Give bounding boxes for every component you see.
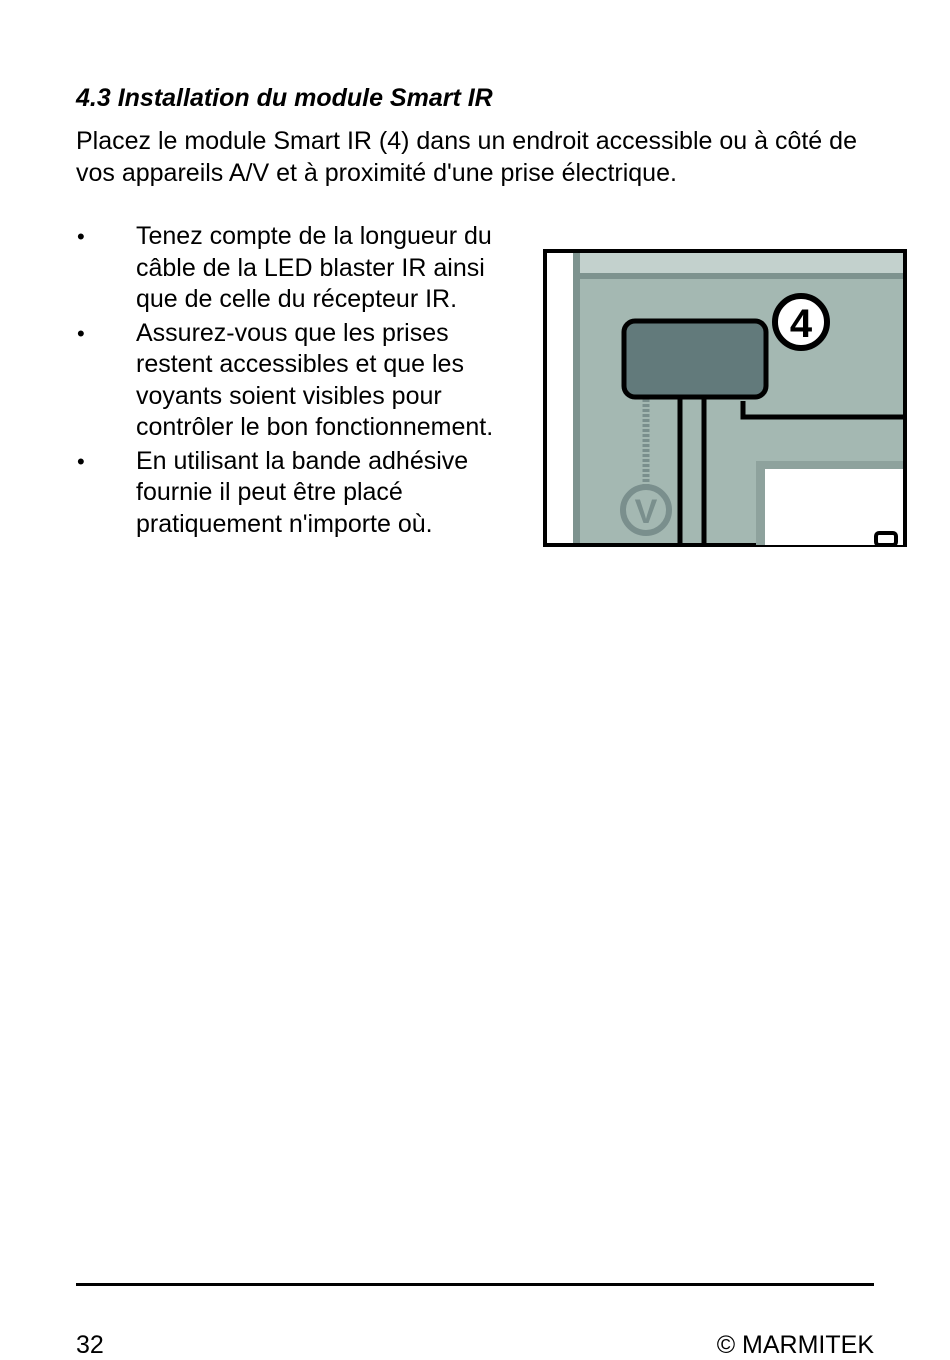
bullet-icon: • xyxy=(77,224,85,249)
bullet-list xyxy=(76,221,526,542)
intro-paragraph: Placez le module Smart IR (4) dans un endroit accessible ou à côté de vos appareils A/V et à proximité d'une prise électrique. xyxy=(76,127,857,187)
bullet-text: Assurez-vous que les prises restent accessibles et que les voyants soient visibles pour contrôler le bon fonctionnement. xyxy=(136,318,494,441)
smart-ir-module xyxy=(624,321,766,397)
bullet-icon: • xyxy=(77,448,85,474)
list-item xyxy=(76,221,526,316)
callout-number: 4 xyxy=(789,302,813,346)
wall-edge xyxy=(547,253,573,543)
bullet-text: Tenez compte de la longueur du câble de la LED blaster IR ainsi que de celle du récepteur IR. xyxy=(136,222,492,313)
copyright: © MARMITEK xyxy=(716,1331,874,1359)
list-item xyxy=(76,318,526,444)
smart-ir-module-illustration xyxy=(543,249,907,547)
top-strip xyxy=(580,253,903,273)
list-item xyxy=(76,446,526,541)
receiver-label: V xyxy=(634,493,658,531)
bullet-text: En utilisant la bande adhésive fournie il peut être placé pratiquement n'importe où. xyxy=(136,446,469,538)
footer-divider xyxy=(76,1283,874,1286)
page-number: 32 xyxy=(76,1331,104,1359)
section-title: 4.3 Installation du module Smart IR xyxy=(76,84,493,112)
bullet-icon: • xyxy=(77,320,85,346)
